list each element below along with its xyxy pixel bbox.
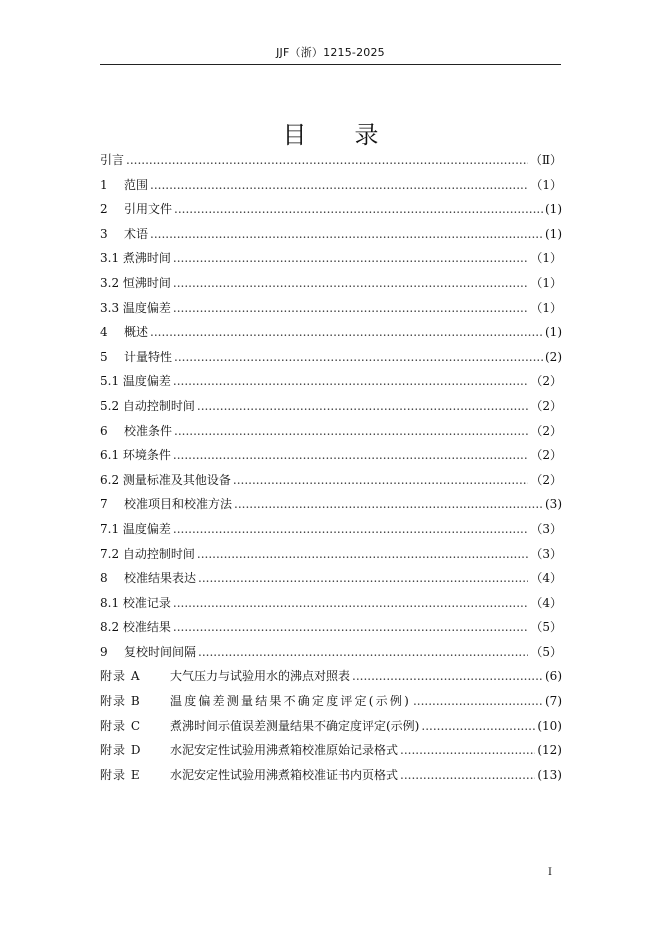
toc-entry-appendix-b[interactable] [100, 692, 562, 717]
toc-leader [233, 473, 528, 487]
toc-leader [173, 620, 528, 634]
toc-leader [197, 547, 528, 561]
toc-leader [174, 424, 528, 438]
toc-entry-2[interactable] [100, 200, 562, 225]
toc-label: 8.2 校准结果 [100, 620, 171, 635]
toc-label: 校准结果表达 [124, 571, 197, 586]
toc-page: （1） [530, 300, 562, 315]
toc-page: (1) [545, 202, 562, 217]
toc-page: （2） [530, 472, 562, 487]
toc-label: 水泥安定性试验用沸煮箱校准证书内页格式 [170, 767, 399, 782]
toc-page: （2） [530, 398, 562, 413]
toc-leader [174, 202, 543, 216]
toc-page: （1） [530, 177, 562, 192]
toc-leader [234, 497, 543, 511]
toc-number: 9 [100, 644, 108, 659]
toc-leader [174, 350, 543, 364]
header-rule [100, 64, 561, 65]
toc-leader [413, 694, 543, 708]
toc-leader [400, 768, 535, 782]
toc-page: (3) [545, 497, 562, 512]
toc-label: 3.1 煮沸时间 [100, 251, 171, 266]
page-number: I [548, 867, 552, 878]
toc-number: 附录 A [100, 669, 141, 684]
toc-label: 校准项目和校准方法 [124, 497, 233, 512]
toc-label: 5.1 温度偏差 [100, 374, 171, 389]
toc-leader [352, 669, 543, 683]
toc-label: 引言 [100, 153, 125, 167]
toc-label: 6.1 环境条件 [100, 448, 171, 463]
toc-entry-3[interactable] [100, 225, 562, 250]
toc-number: 1 [100, 177, 108, 192]
toc-label: 范围 [124, 177, 149, 192]
toc-page: （3） [530, 546, 562, 561]
toc-entry-6[interactable] [100, 422, 562, 447]
toc-entry-7-1[interactable] [100, 520, 562, 545]
toc-page: （2） [530, 374, 562, 389]
toc-leader [173, 276, 528, 290]
toc-page: （4） [530, 571, 562, 586]
toc-label: 大气压力与试验用水的沸点对照表 [170, 669, 351, 684]
toc-label: 7.1 温度偏差 [100, 521, 171, 536]
toc-leader [173, 374, 528, 388]
toc-entry-5[interactable] [100, 348, 562, 373]
toc-leader [198, 645, 528, 659]
toc-leader [173, 251, 528, 265]
toc-page: （5） [530, 620, 562, 635]
toc-number: 2 [100, 202, 108, 217]
toc-page: (2) [545, 349, 562, 364]
toc-number: 附录 C [100, 718, 141, 733]
toc-entry-9[interactable] [100, 643, 562, 668]
toc-leader [173, 596, 528, 610]
toc-page: （5） [530, 644, 562, 659]
toc-leader [150, 325, 543, 339]
toc-entry-7[interactable] [100, 495, 562, 520]
toc-number: 附录 D [100, 743, 142, 758]
toc-page: （2） [530, 423, 562, 438]
toc-entry-8-1[interactable] [100, 594, 562, 619]
toc-label: 引用文件 [124, 202, 173, 217]
toc-number: 6 [100, 423, 108, 438]
toc-leader [198, 571, 528, 585]
toc-entry-5-2[interactable] [100, 397, 562, 422]
toc-leader [126, 153, 528, 167]
toc-page: (1) [545, 325, 562, 340]
toc-entry-5-1[interactable] [100, 372, 562, 397]
toc-label: 术语 [124, 226, 149, 241]
toc-entry-6-2[interactable] [100, 471, 562, 496]
toc-entry-6-1[interactable] [100, 446, 562, 471]
toc-number: 4 [100, 325, 108, 340]
page-title: 目录 [282, 121, 427, 149]
toc-leader [197, 399, 528, 413]
toc-entry-3-2[interactable] [100, 274, 562, 299]
toc-label: 温度偏差测量结果不确定度评定(示例) [170, 694, 411, 709]
toc-page: (1) [545, 226, 562, 241]
toc-page: （1） [530, 275, 562, 290]
toc-number: 8 [100, 571, 108, 586]
toc-label: 6.2 测量标准及其他设备 [100, 472, 231, 487]
toc-entry-appendix-d[interactable] [100, 741, 562, 766]
toc-entry-appendix-a[interactable] [100, 667, 562, 692]
toc-entry-3-1[interactable] [100, 249, 562, 274]
toc-leader [400, 743, 535, 757]
toc-page: （4） [530, 595, 562, 610]
toc-page: （1） [530, 251, 562, 266]
toc-number: 5 [100, 349, 108, 364]
toc-leader [173, 448, 528, 462]
toc-leader [150, 178, 528, 192]
toc-label: 5.2 自动控制时间 [100, 398, 195, 413]
toc-label: 计量特性 [124, 349, 173, 364]
toc-entry-7-2[interactable] [100, 545, 562, 570]
toc-entry-3-3[interactable] [100, 299, 562, 324]
toc-label: 煮沸时间示值误差测量结果不确定度评定(示例) [170, 718, 420, 733]
toc-page: (6) [545, 669, 562, 684]
toc-entry-8-2[interactable] [100, 618, 562, 643]
toc-page: (13) [537, 767, 562, 782]
toc-leader [150, 227, 543, 241]
toc-entry-1[interactable] [100, 176, 562, 201]
toc-page: (12) [537, 743, 562, 758]
toc-page: （Ⅱ） [529, 153, 562, 167]
toc-label: 校准条件 [124, 423, 173, 438]
toc-entry-appendix-c[interactable] [100, 717, 562, 742]
toc-entry-4[interactable] [100, 323, 562, 348]
toc-label: 复校时间间隔 [124, 644, 197, 659]
toc-number: 附录 B [100, 694, 141, 709]
toc-label: 水泥安定性试验用沸煮箱校准原始记录格式 [170, 743, 399, 758]
toc-label: 3.3 温度偏差 [100, 300, 171, 315]
toc-entry-8[interactable] [100, 569, 562, 594]
toc-leader [421, 719, 535, 733]
running-header: JJF（浙）1215-2025 [276, 46, 385, 59]
toc-entry-foreword[interactable] [100, 151, 562, 176]
toc-leader [173, 301, 528, 315]
toc-page: (7) [545, 694, 562, 709]
toc-page: (10) [537, 718, 562, 733]
toc-label: 概述 [124, 325, 149, 340]
toc-leader [173, 522, 528, 536]
toc-number: 附录 E [100, 767, 141, 782]
toc-page: （3） [530, 521, 562, 536]
toc-label: 8.1 校准记录 [100, 595, 171, 610]
toc-label: 3.2 恒沸时间 [100, 275, 171, 290]
toc-page: （2） [530, 448, 562, 463]
toc-number: 7 [100, 497, 108, 512]
toc-label: 7.2 自动控制时间 [100, 546, 195, 561]
toc-number: 3 [100, 226, 108, 241]
toc-entry-appendix-e[interactable] [100, 766, 562, 791]
table-of-contents [100, 151, 562, 790]
